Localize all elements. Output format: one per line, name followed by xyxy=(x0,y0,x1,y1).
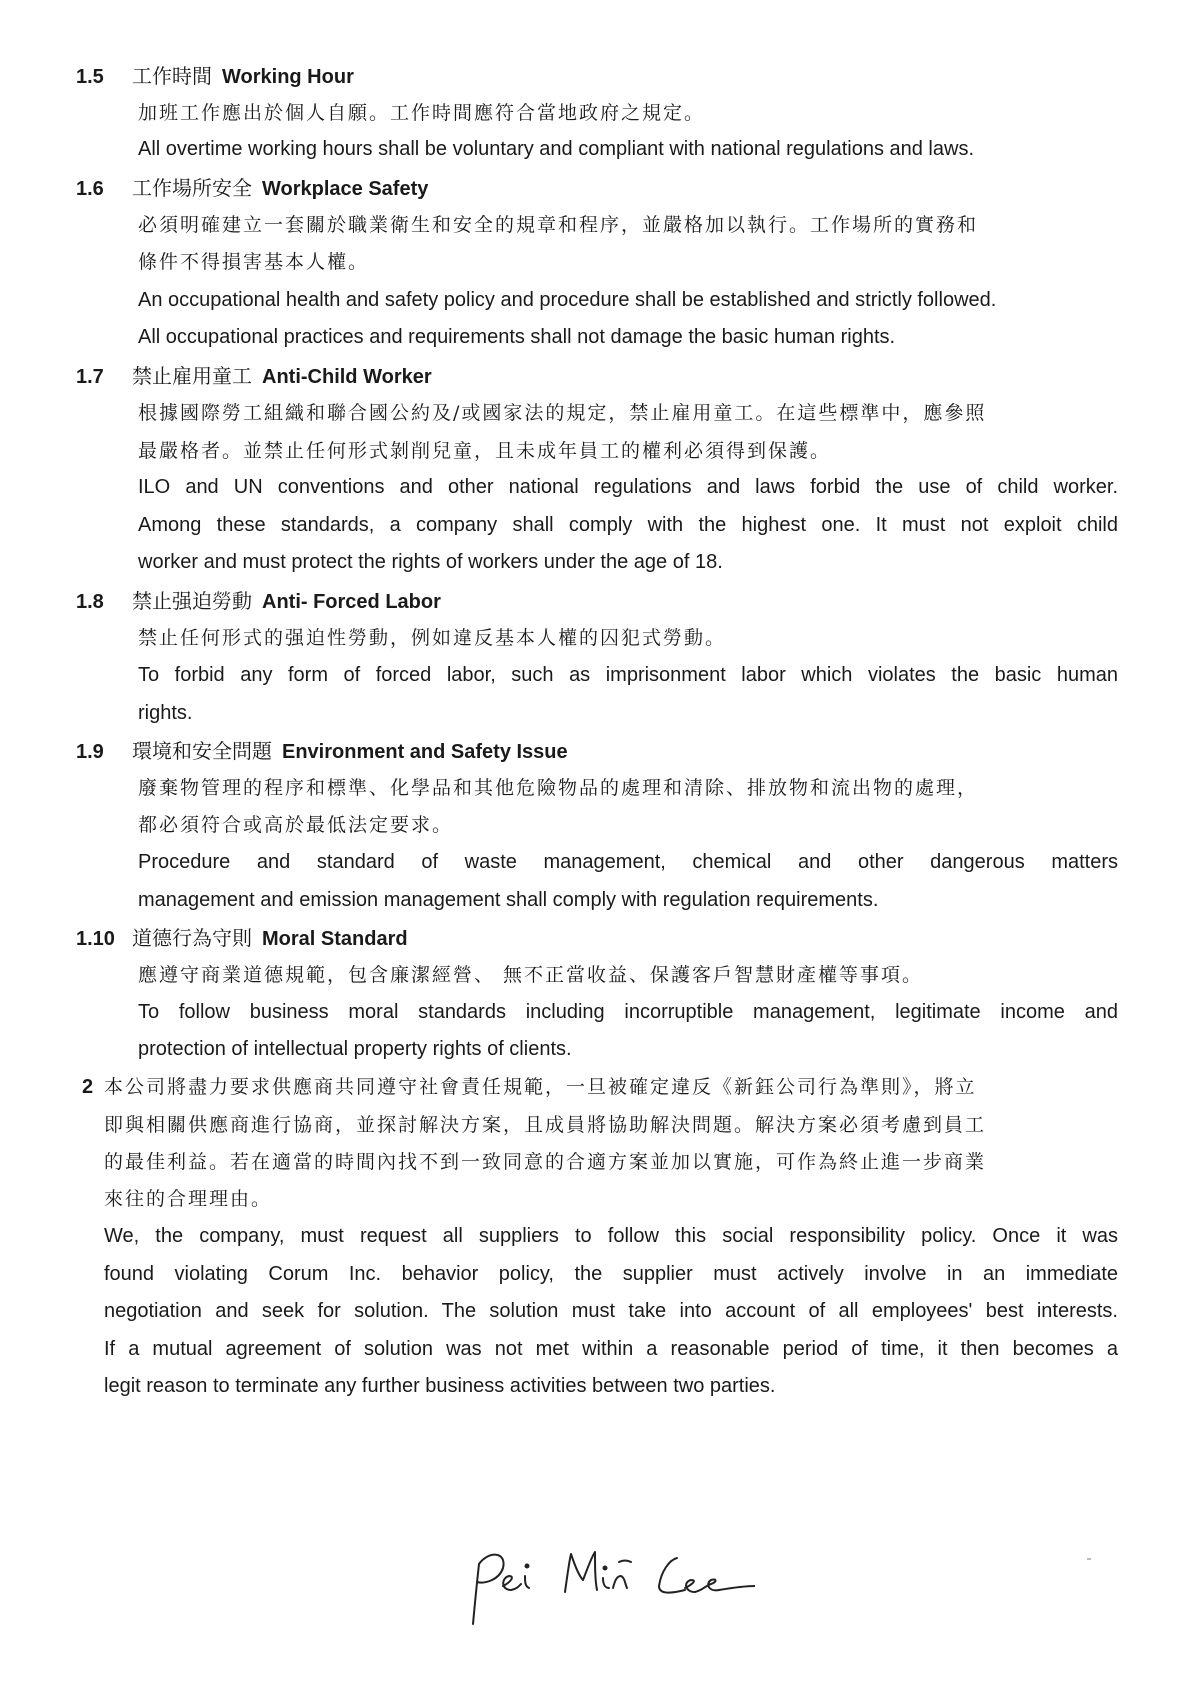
section-1-7-en-line: Among these standards, a company shall comply with the highest one. It must not exploit child xyxy=(138,514,1118,536)
section-1-5-zh-line: 加班工作應出於個人自願。工作時間應符合當地政府之規定。 xyxy=(138,102,706,124)
section-title-en: Moral Standard xyxy=(262,928,408,950)
section-number: 1.10 xyxy=(76,928,115,950)
section-title-en: Anti- Forced Labor xyxy=(262,591,441,613)
section-title-zh: 環境和安全問題 xyxy=(132,739,272,763)
paragraph-2-en-line: legit reason to terminate any further business activities between two parties. xyxy=(104,1375,776,1397)
paragraph-2-zh-line: 來往的合理理由。 xyxy=(104,1188,273,1210)
section-title-en: Working Hour xyxy=(222,66,354,88)
section-1-8-en-line: rights. xyxy=(138,702,193,724)
section-1-10-en-line: To follow business moral standards including incorruptible management, legitimate income and xyxy=(138,1001,1118,1023)
section-1-9-zh-line: 廢棄物管理的程序和標準、化學品和其他危險物品的處理和清除、排放物和流出物的處理， xyxy=(138,777,979,799)
section-1-5-heading xyxy=(76,62,354,91)
section-1-7-en-line: worker and must protect the rights of workers under the age of 18. xyxy=(138,551,723,573)
section-1-9-en-line: Procedure and standard of waste management, chemical and other dangerous matters xyxy=(138,851,1118,873)
section-1-10-zh-line: 應遵守商業道德規範，包含廉潔經營、 無不正當收益、保護客戶智慧財產權等事項。 xyxy=(138,964,924,986)
section-title-en: Workplace Safety xyxy=(262,178,429,200)
section-number: 1.9 xyxy=(76,741,104,763)
section-1-9-heading xyxy=(76,737,568,766)
section-title-zh: 道德行為守則 xyxy=(132,926,252,950)
section-title-zh: 禁止强迫勞動 xyxy=(132,589,252,613)
section-1-7-en-line: ILO and UN conventions and other national regulations and laws forbid the use of child worker. xyxy=(138,476,1118,498)
section-1-7-zh-line: 根據國際勞工組織和聯合國公約及/或國家法的規定，禁止雇用童工。在這些標準中，應參照 xyxy=(138,402,987,424)
section-title-zh: 禁止雇用童工 xyxy=(132,364,252,388)
paragraph-2-number: 2 xyxy=(82,1076,94,1098)
paragraph-2-zh-line: 即與相關供應商進行協商，並探討解決方案，且成員將協助解決問題。解決方案必須考慮到員工 xyxy=(104,1114,987,1136)
section-number: 1.7 xyxy=(76,366,104,388)
section-title-en: Anti-Child Worker xyxy=(262,366,432,388)
section-1-9-zh-line: 都必須符合或高於最低法定要求。 xyxy=(138,814,454,836)
paragraph-2-en-line: negotiation and seek for solution. The solution must take into account of all employees' best interests. xyxy=(104,1300,1118,1322)
paragraph-2-en-line: We, the company, must request all suppliers to follow this social responsibility policy. Once it was xyxy=(104,1225,1118,1247)
section-1-6-en-line: An occupational health and safety policy and procedure shall be established and strictly followed. xyxy=(138,289,997,311)
section-1-9-en-line: management and emission management shall comply with regulation requirements. xyxy=(138,889,879,911)
section-1-10-en-line: protection of intellectual property rights of clients. xyxy=(138,1038,572,1060)
section-1-7-heading xyxy=(76,362,432,391)
section-1-8-en-line: To forbid any form of forced labor, such as imprisonment labor which violates the basic human xyxy=(138,664,1118,686)
section-1-7-zh-line: 最嚴格者。並禁止任何形式剝削兒童，且未成年員工的權利必須得到保護。 xyxy=(138,440,832,462)
handwritten-signature xyxy=(455,1542,755,1642)
section-number: 1.8 xyxy=(76,591,104,613)
section-1-6-en-line: All occupational practices and requirements shall not damage the basic human rights. xyxy=(138,326,896,348)
paragraph-2-en-line: found violating Corum Inc. behavior policy, the supplier must actively involve in an immediate xyxy=(104,1263,1118,1285)
section-1-6-zh-line: 必須明確建立一套關於職業衛生和安全的規章和程序，並嚴格加以執行。工作場所的實務和 xyxy=(138,214,979,236)
section-1-5-en-line: All overtime working hours shall be voluntary and compliant with national regulations and laws. xyxy=(138,138,974,160)
section-1-6-heading xyxy=(76,174,428,203)
section-1-8-heading xyxy=(76,587,441,616)
scan-speck xyxy=(1087,1558,1091,1560)
section-number: 1.6 xyxy=(76,178,104,200)
section-title-en: Environment and Safety Issue xyxy=(282,741,568,763)
section-title-zh: 工作場所安全 xyxy=(132,176,252,200)
paragraph-2-en-line: If a mutual agreement of solution was not met within a reasonable period of time, it then becomes a xyxy=(104,1338,1118,1360)
paragraph-2-zh-line: 的最佳利益。若在適當的時間內找不到一致同意的合適方案並加以實施，可作為終止進一步商業 xyxy=(104,1151,987,1173)
section-title-zh: 工作時間 xyxy=(132,64,212,88)
section-1-10-heading xyxy=(76,924,408,953)
signature-strokes xyxy=(473,1552,755,1624)
section-1-6-zh-line: 條件不得損害基本人權。 xyxy=(138,251,370,273)
section-number: 1.5 xyxy=(76,66,104,88)
section-1-8-zh-line: 禁止任何形式的强迫性勞動，例如違反基本人權的囚犯式勞動。 xyxy=(138,627,727,649)
paragraph-2-zh-line: 本公司將盡力要求供應商共同遵守社會責任規範，一旦被確定違反《新鈺公司行為準則》，將立 xyxy=(104,1076,977,1098)
